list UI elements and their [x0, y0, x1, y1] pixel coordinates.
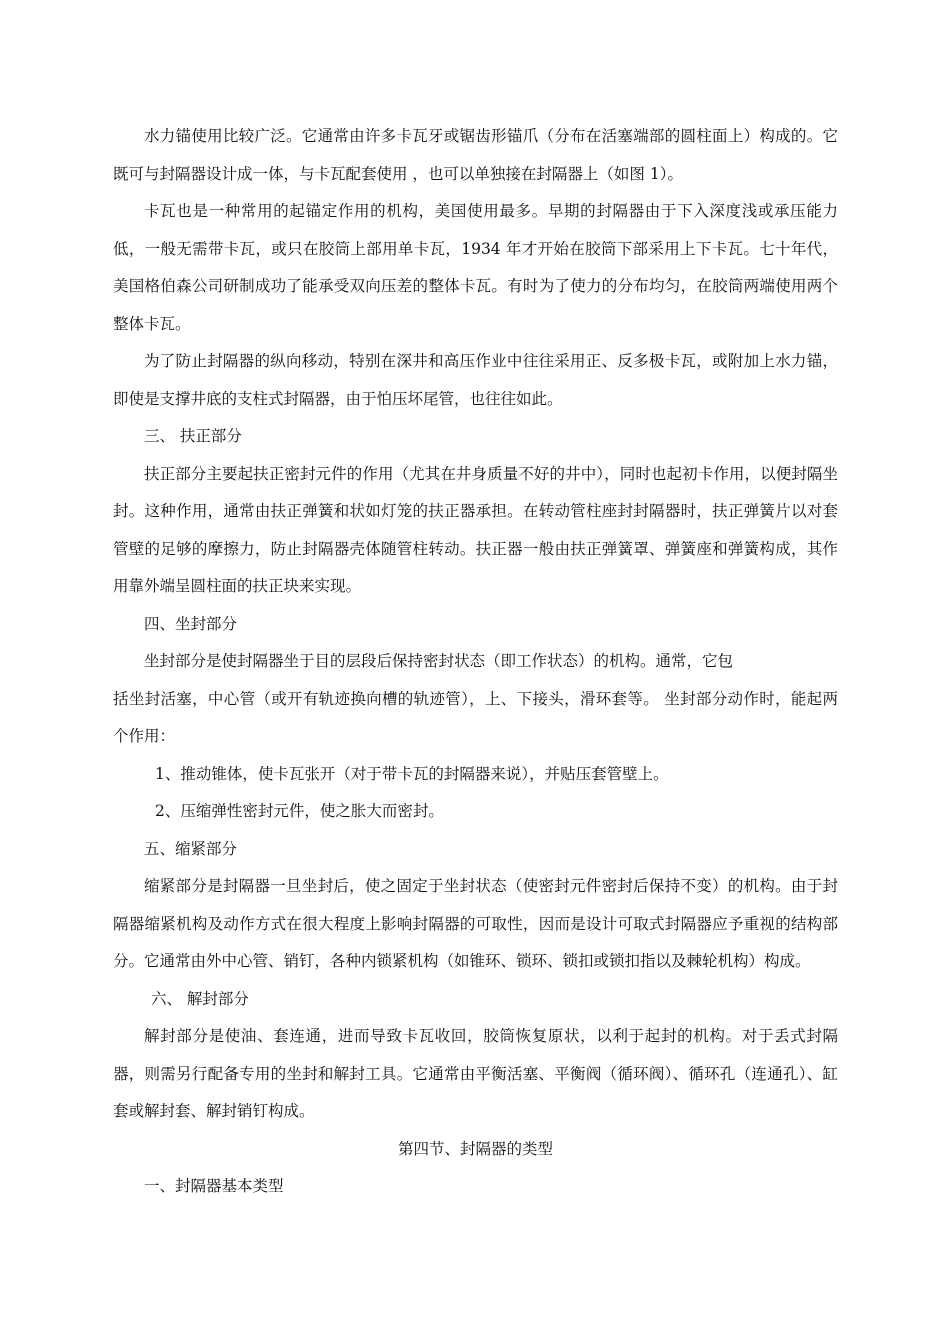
paragraph-longitudinal-movement: 为了防止封隔器的纵向移动，特别在深井和高压作业中往往采用正、反多极卡瓦，或附加上水力锚，即使是支撑井底的支柱式封隔器，由于怕压坏尾管，也往往如此。	[113, 352, 838, 408]
heading-locking-section: 五、缩紧部分	[144, 839, 238, 858]
heading-basic-types: 一、封隔器基本类型	[144, 1177, 284, 1195]
heading-unsetting-section: 六、 解封部分	[151, 989, 249, 1008]
document-body	[113, 118, 838, 1206]
heading-setting-section: 四、坐封部分	[144, 614, 238, 633]
list-item-1: 1、推动锥体，使卡瓦张开（对于带卡瓦的封隔器来说），并贴压套管壁上。	[155, 764, 669, 783]
paragraph-hydraulic-anchor: 水力锚使用比较广泛。它通常由许多卡瓦牙或锯齿形锚爪（分布在活塞端部的圆柱面上）构成的。它既可与封隔器设计成一体，与卡瓦配套使用 ，也可以单独接在封隔器上（如图 1）。	[113, 127, 838, 183]
heading-centralizer-section: 三、 扶正部分	[144, 427, 242, 445]
paragraph-unsetting: 解封部分是使油、套连通，进而导致卡瓦收回，胶筒恢复原状，以利于起封的机构。对于丢式封隔器，则需另行配备专用的坐封和解封工具。它通常由平衡活塞、平衡阀（循环阀）、循环孔（连通孔）、缸套或解封套、解封销钉构成。	[113, 1027, 838, 1120]
list-item-2: 2、压缩弹性密封元件，使之胀大而密封。	[155, 802, 444, 820]
paragraph-setting-cont: 括坐封活塞，中心管（或开有轨迹换向槽的轨迹管），上、下接头，滑环套等。 坐封部分动作时，能起两个作用：	[113, 689, 838, 745]
paragraph-setting-line1: 坐封部分是使封隔器坐于目的层段后保持密封状态（即工作状态）的机构。通常，它包	[144, 652, 734, 670]
paragraph-centralizer: 扶正部分主要起扶正密封元件的作用（尤其在井身质量不好的井中），同时也起初卡作用，以便封隔坐封。这种作用，通常由扶正弹簧和状如灯笼的扶正器承担。在转动管柱座封封隔器时，扶正弹簧片以对套管壁的足够的摩擦力，防止封隔器壳体随管柱转动。扶正器一般由扶正弹簧罩、弹簧座和弹簧构成，其作用靠外端呈圆柱面的扶正块来实现。	[113, 464, 838, 595]
section-title: 第四节、封隔器的类型	[397, 1139, 553, 1158]
paragraph-locking: 缩紧部分是封隔器一旦坐封后，使之固定于坐封状态（使密封元件密封后保持不变）的机构。由于封隔器缩紧机构及动作方式在很大程度上影响封隔器的可取性，因而是设计可取式封隔器应予重视的结构部分。它通常由外中心管、销钉，各种内锁紧机构（如锥环、锁环、锁扣或锁扣指以及棘轮机构）构成。	[113, 877, 838, 970]
paragraph-slips: 卡瓦也是一种常用的起锚定作用的机构，美国使用最多。早期的封隔器由于下入深度浅或承压能力低，一般无需带卡瓦，或只在胶筒上部用单卡瓦，1934 年才开始在胶筒下部采用上下卡瓦。七十年代，美国格伯森公司研制成功了能承受双向压差的整体卡瓦。有时为了使力的分布均匀，在胶筒两端使用两个整体卡瓦。	[113, 202, 838, 333]
